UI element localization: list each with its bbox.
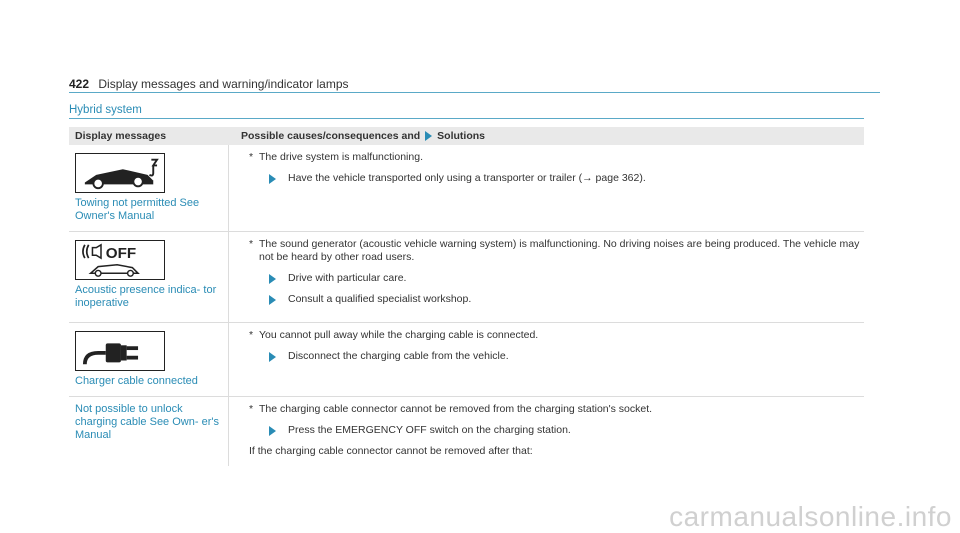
step-arrow-icon (269, 352, 276, 362)
table-row (69, 145, 864, 232)
message-cell (69, 232, 229, 322)
solution-cell (229, 145, 864, 231)
header-divider (69, 92, 880, 93)
column-header-solutions: Solutions (437, 130, 486, 142)
solution-step: Drive with particular care. (269, 272, 864, 285)
message-label: Acoustic presence indica- tor inoperative (75, 284, 217, 309)
solution-step: Disconnect the charging cable from the vehicle. (269, 350, 864, 363)
cause-text: * The sound generator (acoustic vehicle warning system) is malfunctioning. No driving noises are being produced. The vehicle may not be heard by other road users. (249, 238, 860, 263)
table-header-row (69, 127, 864, 145)
display-messages-table (69, 127, 864, 466)
message-cell (69, 397, 229, 466)
section-title: Hybrid system (69, 104, 142, 116)
cause-text: * The drive system is malfunctioning. (249, 151, 423, 163)
solution-step: Press the EMERGENCY OFF switch on the charging station. (269, 424, 864, 437)
column-header-causes-solutions (235, 130, 864, 142)
charging-plug-icon (75, 331, 165, 371)
solution-step: Consult a qualified specialist workshop. (269, 293, 864, 306)
cause-text: * The charging cable connector cannot be removed from the charging station's socket. (249, 403, 653, 415)
watermark: carmanualsonline.info (669, 501, 952, 532)
message-label: Towing not permitted See Owner's Manual (75, 197, 200, 222)
solution-cell (229, 397, 864, 466)
step-arrow-icon (269, 426, 276, 436)
message-cell (69, 145, 229, 231)
message-label: Charger cable connected (75, 375, 198, 387)
note-text: If the charging cable connector cannot be removed after that: (249, 445, 533, 457)
acoustic-off-text: OFF (105, 245, 137, 263)
message-cell (69, 323, 229, 396)
solution-cell (229, 323, 864, 396)
cause-text: * You cannot pull away while the charging cable is connected. (249, 329, 539, 341)
page-header-title: Display messages and warning/indicator lamps (98, 77, 349, 91)
column-header-causes: Possible causes/consequences and (241, 130, 421, 142)
page-header (69, 77, 349, 91)
section-divider (69, 118, 864, 119)
message-label: Not possible to unlock charging cable See Own- er's Manual (75, 403, 219, 441)
column-header-display-messages: Display messages (75, 130, 167, 142)
table-row (69, 232, 864, 323)
car-tow-icon (75, 153, 165, 193)
solution-arrow-icon (425, 131, 432, 141)
step-arrow-icon (269, 295, 276, 305)
step-arrow-icon (269, 274, 276, 284)
table-row (69, 397, 864, 466)
solution-step: Have the vehicle transported only using a transporter or trailer (→ page 362). (269, 172, 864, 185)
solution-cell (229, 232, 864, 322)
table-row (69, 323, 864, 397)
step-arrow-icon (269, 174, 276, 184)
page-number: 422 (69, 77, 90, 91)
acoustic-off-icon (75, 240, 165, 280)
